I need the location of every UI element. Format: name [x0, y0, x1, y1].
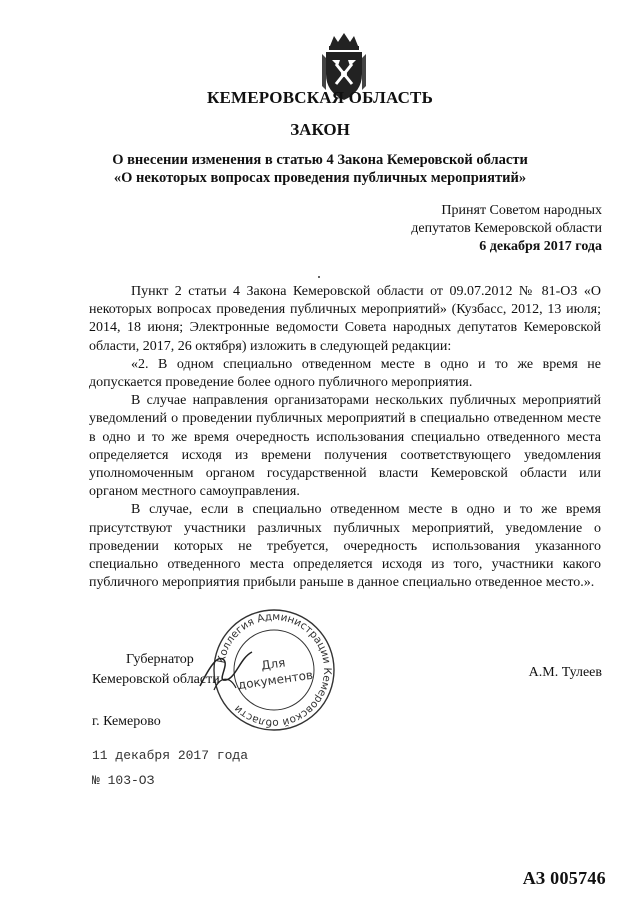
adoption-line-2: депутатов Кемеровской области: [411, 221, 602, 236]
body-paragraph-4: В случае, если в специально отведенном месте в одно и то же время присутствуют участники различных публичных мероприятий, уведомление о проведении которых не требуется, очередность использования указанного специально отведенного места определяется исходя из того, участники какого публичного мероприятия прибыли раньше в данное специально отведенное место.».: [89, 502, 601, 591]
body-paragraph-2: «2. В одном специально отведенном месте в одно и то же время не допускается проведение более одного публичного мероприятия.: [89, 356, 601, 391]
law-title-line-1: О внесении изменения в статью 4 Закона Кемеровской области: [112, 152, 528, 168]
signing-date: 11 декабря 2017 года: [92, 748, 249, 763]
adoption-block: [411, 202, 602, 256]
place-of-signing: г. Кемерово: [92, 714, 161, 729]
body-paragraph-1: Пункт 2 статьи 4 Закона Кемеровской области от 09.07.2012 № 81-ОЗ «О некоторых вопросах проведения публичных мероприятий» (Кузбасс, 2012, 13 июля; 2014, 18 июня; Электронные ведомости Совета народных депутатов Кемеровской области, 2017, 26 октября) изложить в следующей редакции:: [89, 284, 601, 354]
adoption-date: 6 декабря 2017 года: [479, 239, 602, 254]
body-paragraph-3: В случае направления организаторами нескольких публичных мероприятий уведомлений о проведении публичных мероприятий в специально отведенном месте в одно и то же время очередность использования специально отведенного места определяется исходя из времени получения соответствующего уведомления уполномоченным органом государственной власти Кемеровской области или органом местного самоуправления.: [89, 393, 601, 500]
signatory-name: А.М. Тулеев: [528, 665, 602, 680]
serial-number: АЗ 005746: [522, 868, 606, 888]
stamp-center-line-1: Для: [260, 655, 287, 673]
law-title-line-2: «О некоторых вопросах проведения публичных мероприятий»: [113, 170, 527, 186]
region-title: КЕМЕРОВСКАЯ ОБЛАСТЬ: [206, 88, 434, 107]
stamp-center-line-2: документов: [236, 667, 314, 693]
law-number: № 103-ОЗ: [92, 773, 155, 788]
adoption-line-1: Принят Советом народных: [441, 203, 602, 218]
stamp-ring-text: Коллегия Администрации Кемеровской области: [215, 610, 334, 730]
law-title: [0, 151, 640, 187]
signatory-title-line-1: Губернатор: [126, 652, 194, 667]
law-body: [89, 283, 601, 592]
handwritten-signature: [196, 646, 256, 696]
signatory-title-line-2: Кемеровской области: [92, 672, 220, 687]
document-type: ЗАКОН: [290, 120, 350, 139]
scan-speck: [318, 276, 320, 278]
